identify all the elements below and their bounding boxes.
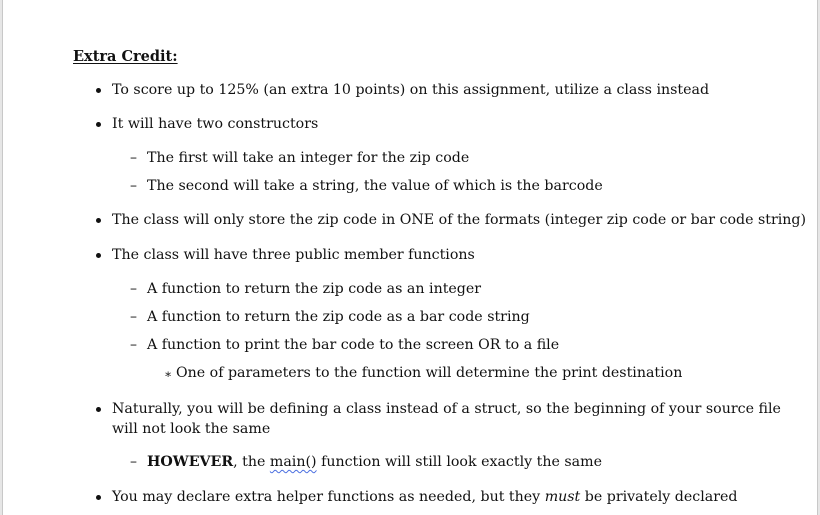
- dash-icon: –: [130, 178, 137, 194]
- last-pre: You may declare extra helper functions as needed, but they: [112, 489, 545, 505]
- bullet-icon: [96, 122, 101, 127]
- list-item: It will have two constructors: [112, 116, 319, 132]
- dash-icon: –: [130, 454, 137, 470]
- sub-list-item-however: [147, 452, 602, 472]
- list-item: The class will have three public member functions: [112, 247, 475, 263]
- list-item: To score up to 125% (an extra 10 points) on this assignment, utilize a class instead: [112, 82, 710, 98]
- list-item-continuation: will not look the same: [112, 421, 271, 437]
- last-post: be privately declared: [580, 489, 738, 505]
- list-item: The class will only store the zip code in ONE of the formats (integer zip code or bar code string): [112, 212, 807, 228]
- sub-sub-list-item: One of parameters to the function will determine the print destination: [176, 365, 683, 381]
- bullet-icon: [96, 253, 101, 258]
- however-bold: HOWEVER: [147, 454, 234, 470]
- dash-icon: –: [130, 309, 137, 325]
- however-pre: , the: [233, 454, 270, 470]
- bullet-icon: [96, 218, 101, 223]
- sub-list-item: A function to return the zip code as a bar code string: [147, 309, 530, 325]
- document-page: [2, 0, 818, 515]
- list-item-last: [112, 487, 737, 507]
- sub-list-item: The first will take an integer for the zip code: [147, 150, 470, 166]
- main-function-text: main(): [269, 454, 317, 470]
- bullet-icon: [96, 407, 101, 412]
- sub-list-item: A function to return the zip code as an integer: [147, 281, 482, 297]
- bullet-icon: [96, 88, 101, 93]
- dash-icon: –: [130, 337, 137, 353]
- asterisk-icon: ∗: [164, 367, 173, 381]
- dash-icon: –: [130, 150, 137, 166]
- extra-credit-heading: Extra Credit:: [73, 48, 178, 65]
- sub-list-item: The second will take a string, the value of which is the barcode: [147, 178, 603, 194]
- list-item: Naturally, you will be defining a class instead of a struct, so the beginning of your source file: [112, 401, 781, 417]
- bullet-icon: [96, 495, 101, 500]
- sub-list-item: A function to print the bar code to the screen OR to a file: [147, 337, 560, 353]
- however-post: function will still look exactly the same: [316, 454, 602, 470]
- must-italic: must: [544, 489, 581, 505]
- dash-icon: –: [130, 281, 137, 297]
